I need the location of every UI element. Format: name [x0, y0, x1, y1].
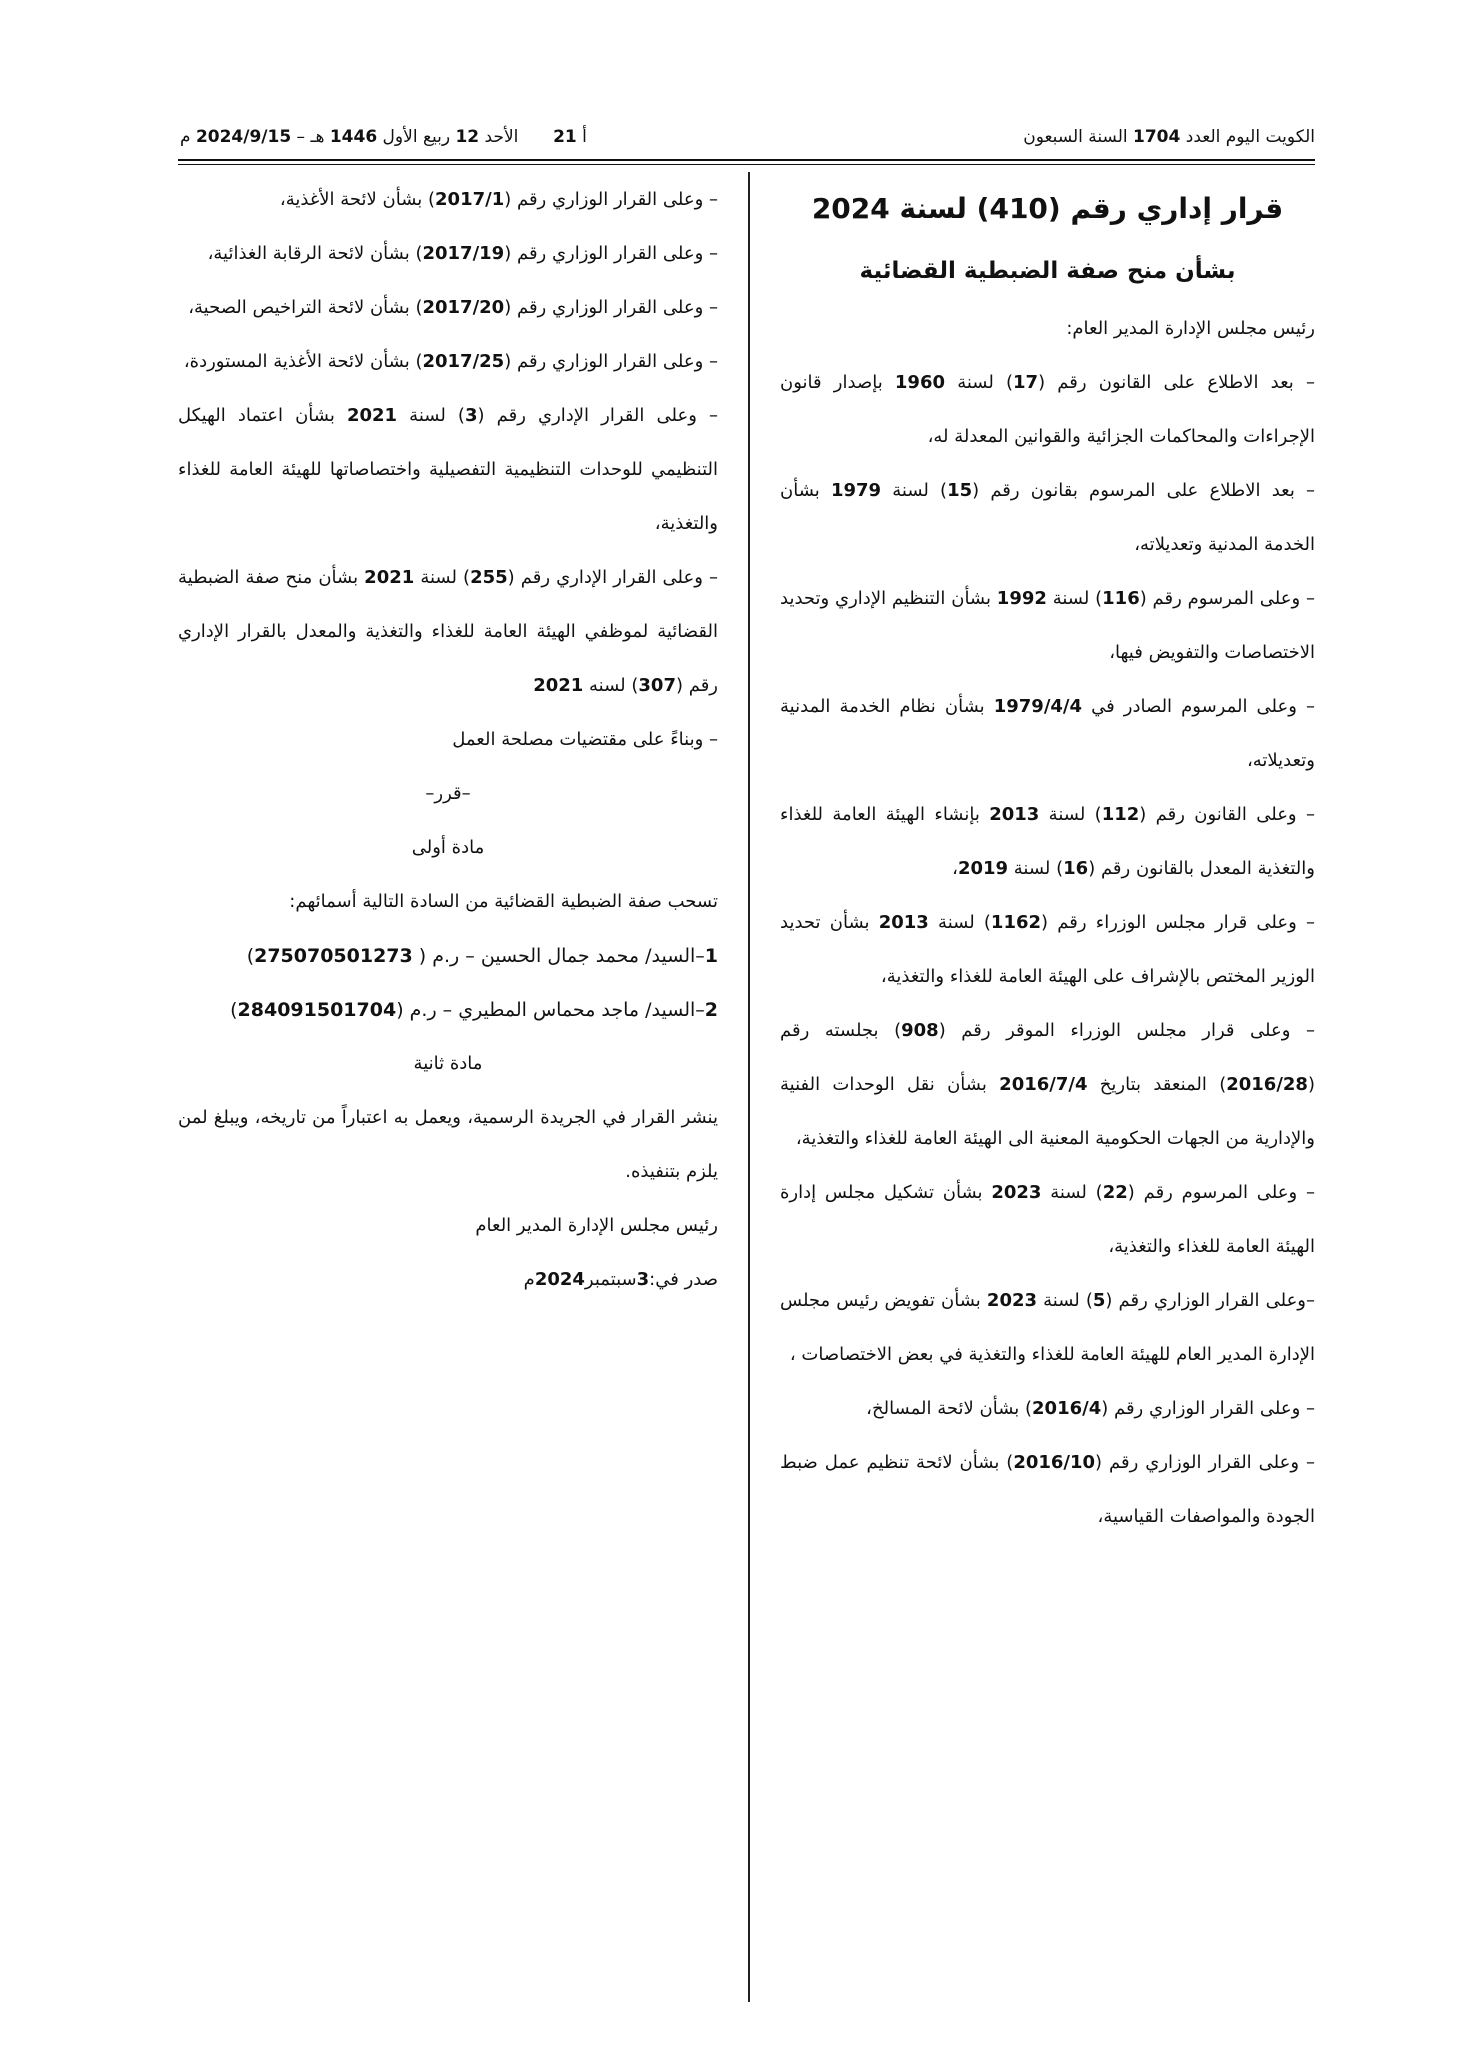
- bold-number: 255: [470, 567, 508, 588]
- bold-number: 5: [1092, 1290, 1106, 1311]
- bold-number: 21: [553, 127, 577, 147]
- bold-number: 2021: [364, 567, 415, 588]
- bold-number: 2024/9/15: [195, 127, 292, 147]
- article-heading: مادة أولى: [411, 837, 485, 858]
- decision-subtitle: بشأن منح صفة الضبطية القضائية: [859, 258, 1236, 284]
- resolved-heading: –قرر–: [425, 783, 471, 804]
- bold-number: 2017/1: [435, 189, 505, 210]
- bold-number: 1992: [996, 588, 1047, 609]
- bold-number: 2021: [533, 675, 584, 696]
- bold-number: 112: [1101, 804, 1140, 825]
- preamble-item: – وعلى المرسوم رقم (116) لسنة 1992 بشأن التنظيم الإداري وتحديد الاختصاصات والتفويض فيها،: [780, 588, 1315, 663]
- bold-number: 116: [1102, 588, 1140, 609]
- preamble-item: – وعلى القرار الوزاري رقم (2016/4) بشأن لائحة المسالخ،: [866, 1398, 1315, 1419]
- bold-number: 307: [638, 675, 676, 696]
- bold-number: 2017/25: [422, 351, 505, 372]
- issue-line: صدر في:3سبتمبر2024م: [523, 1269, 718, 1290]
- preamble-item: – وعلى قرار مجلس الوزراء رقم (1162) لسنة 2013 بشأن تحديد الوزير المختص بالإشراف على الهيئة العامة للغذاء والتغذية،: [780, 912, 1316, 987]
- preamble-item: – وعلى القرار الوزاري رقم (2016/10) بشأن لائحة تنظيم عمل ضبط الجودة والمواصفات القياسية،: [780, 1452, 1315, 1527]
- preamble-item: – وعلى القرار الوزاري رقم (2017/20) بشأن لائحة التراخيص الصحية،: [188, 297, 718, 318]
- article-heading: مادة ثانية: [413, 1053, 483, 1074]
- bold-number: 15: [947, 480, 973, 501]
- preamble-item: –وعلى القرار الوزاري رقم (5) لسنة 2023 بشأن تفويض رئيس مجلس الإدارة المدير العام للهيئة العامة للغذاء والتغذية في بعض الاختصاصات ،: [780, 1290, 1316, 1365]
- bold-number: 275070501273: [254, 945, 413, 967]
- named-person: 2–السيد/ ماجد محماس المطيري – ر.م (284091501704): [230, 999, 718, 1021]
- preamble-item: – وعلى القرار الوزاري رقم (2017/25) بشأن لائحة الأغذية المستوردة،: [183, 351, 718, 372]
- bold-number: 1446: [329, 127, 378, 147]
- issue-date: الأحد 12 ربيع الأول 1446 هـ – 2024/9/15 م: [180, 127, 519, 147]
- header-rule: [178, 159, 1315, 165]
- signature-title: رئيس مجلس الإدارة المدير العام: [475, 1215, 718, 1236]
- page-number: أ 21: [553, 127, 587, 147]
- gazette-issue-header: الكويت اليوم العدد 1704 السنة السبعون: [1023, 127, 1315, 147]
- bold-number: 2019: [957, 858, 1009, 879]
- named-person: 1–السيد/ محمد جمال الحسين – ر.م ( 275070501273): [246, 945, 718, 967]
- left-column: [178, 173, 718, 1307]
- bold-number: 17: [1013, 372, 1039, 393]
- bold-number: 22: [1102, 1182, 1128, 1203]
- bold-number: 2023: [991, 1182, 1042, 1203]
- bold-number: 16: [1063, 858, 1089, 879]
- bold-number: 410: [989, 192, 1048, 225]
- bold-number: 2024: [534, 1269, 585, 1290]
- article-text: تسحب صفة الضبطية القضائية من السادة التالية أسمائهم:: [289, 891, 718, 912]
- bold-number: 2013: [989, 804, 1040, 825]
- bold-number: 2016/7/4: [999, 1074, 1088, 1095]
- preamble-item: – وبناءً على مقتضيات مصلحة العمل: [452, 729, 718, 750]
- preamble-item: – وعلى المرسوم رقم (22) لسنة 2023 بشأن تشكيل مجلس إدارة الهيئة العامة للغذاء والتغذية،: [780, 1182, 1315, 1257]
- bold-number: 908: [901, 1020, 939, 1041]
- bold-number: 2017/20: [422, 297, 505, 318]
- article-text: ينشر القرار في الجريدة الرسمية، ويعمل به اعتباراً من تاريخه، ويبلغ لمن يلزم بتنفيذه.: [178, 1107, 718, 1182]
- bold-number: 2023: [986, 1290, 1038, 1311]
- right-column: [780, 178, 1315, 1544]
- bold-number: 2024: [811, 192, 890, 225]
- preamble-item: – بعد الاطلاع على القانون رقم (17) لسنة 1960 بإصدار قانون الإجراءات والمحاكمات الجزائية والقوانين المعدلة له،: [780, 372, 1315, 447]
- column-divider: [748, 172, 750, 2002]
- preamble-item: – وعلى القرار الإداري رقم (3) لسنة 2021 بشأن اعتماد الهيكل التنظيمي للوحدات التنظيمية التفصيلية واختصاصاتها للهيئة العامة للغذاء والتغذية،: [178, 405, 718, 534]
- preamble-item: – وعلى القرار الوزاري رقم (2017/1) بشأن لائحة الأغذية،: [279, 189, 718, 210]
- preamble-item: – وعلى القرار الوزاري رقم (2017/19) بشأن لائحة الرقابة الغذائية،: [207, 243, 718, 264]
- bold-number: 3: [464, 405, 478, 426]
- bold-number: 284091501704: [237, 999, 397, 1021]
- preamble-item: – بعد الاطلاع على المرسوم بقانون رقم (15) لسنة 1979 بشأن الخدمة المدنية وتعديلاته،: [780, 480, 1316, 555]
- decision-title: قرار إداري رقم (410) لسنة 2024: [811, 192, 1284, 225]
- bold-number: 1162: [990, 912, 1042, 933]
- bold-number: 2017/19: [422, 243, 505, 264]
- bold-number: 1979/4/4: [993, 696, 1083, 717]
- preamble-item: – وعلى المرسوم الصادر في 1979/4/4 بشأن نظام الخدمة المدنية وتعديلاته،: [780, 696, 1316, 771]
- bold-number: 2016/4: [1032, 1398, 1102, 1419]
- bold-number: 3: [636, 1269, 650, 1290]
- bold-number: 1979: [830, 480, 882, 501]
- preamble-item: – وعلى قرار مجلس الوزراء الموقر رقم (908) بجلسته رقم (2016/28) المنعقد بتاريخ 2016/7/4 بشأن نقل الوحدات الفنية والإدارية من الجهات الحكومية المعنية الى الهيئة العامة للغذاء والتغذية،: [780, 1020, 1315, 1149]
- preamble-item: – وعلى القانون رقم (112) لسنة 2013 بإنشاء الهيئة العامة للغذاء والتغذية المعدل بالقانون رقم (16) لسنة 2019،: [780, 804, 1315, 879]
- bold-number: 2016/10: [1013, 1452, 1096, 1473]
- bold-number: 1: [704, 945, 718, 967]
- bold-number: 1704: [1133, 127, 1181, 147]
- bold-number: 12: [455, 127, 480, 147]
- bold-number: 2: [704, 999, 718, 1021]
- preamble-item: – وعلى القرار الإداري رقم (255) لسنة 2021 بشأن منح صفة الضبطية القضائية لموظفي الهيئة العامة للغذاء والتغذية والمعدل بالقرار الإداري رقم (307) لسنه 2021: [178, 567, 718, 696]
- bold-number: 2013: [878, 912, 929, 933]
- bold-number: 2021: [346, 405, 398, 426]
- issuer-line: رئيس مجلس الإدارة المدير العام:: [1066, 318, 1315, 339]
- bold-number: 1960: [894, 372, 946, 393]
- bold-number: 2016/28: [1226, 1074, 1308, 1095]
